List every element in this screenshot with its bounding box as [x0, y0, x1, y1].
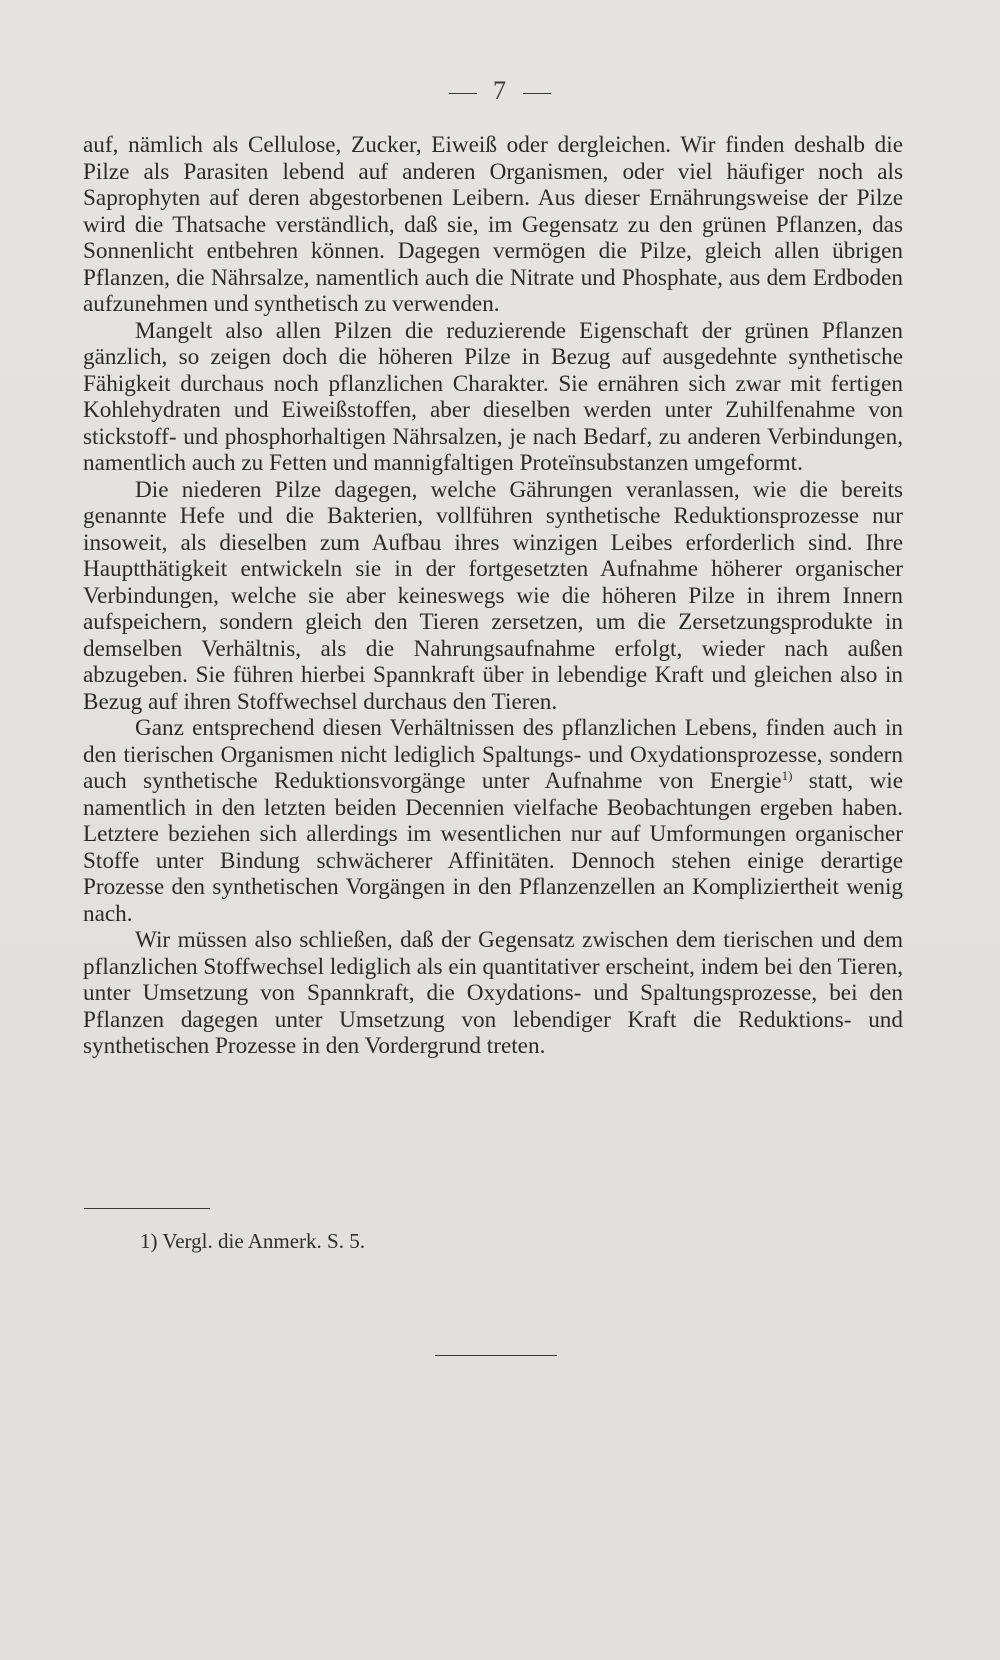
footnote-reference[interactable]: 1): [781, 768, 793, 783]
footnote-marker: 1): [140, 1229, 158, 1253]
page-end-rule: [435, 1355, 557, 1356]
paragraph-4-text-start: Ganz entsprechend diesen Verhältnissen des pflanzlichen Lebens, finden auch in den tierischen Organismen nicht lediglich Spaltungs- und Oxydationsprozesse, sondern auch synthetische Reduktionsvorgänge unter Aufnahme von Energie: [83, 715, 903, 794]
paragraph-4-text-end: statt, wie namentlich in den letzten beiden Decennien vielfache Beobachtungen ergeben haben. Letztere beziehen sich allerdings im wesentlichen nur auf Umformungen organischer Stoffe unter Bindung schwächerer Affinitäten. Dennoch stehen einige derartige Prozesse den synthetischen Vorgängen in den Pflanzenzellen an Kompliziertheit wenig nach.: [83, 768, 904, 927]
page-number-value: 7: [493, 76, 507, 105]
footnote-divider: [84, 1208, 210, 1209]
paragraph-2: Mangelt also allen Pilzen die reduzierende Eigenschaft der grünen Pflanzen gänzlich, so zeigen doch die höheren Pilze in Bezug auf ausgedehnte synthetische Fähigkeit durchaus noch pflanzlichen Charakter. Sie ernähren sich zwar mit fertigen Kohlehydraten und Eiweißstoffen, aber dieselben werden unter Zuhilfenahme von stickstoff- und phosphorhaltigen Nährsalzen, je nach Bedarf, zu anderen Verbindungen, namentlich auch zu Fetten und mannigfaltigen Proteïnsubstanzen umgeformt.: [83, 317, 903, 476]
page-number: [0, 76, 1000, 106]
footnote: [140, 1228, 365, 1254]
paragraph-4: [83, 715, 903, 927]
page-number-dash-left: [449, 93, 477, 94]
page-number-dash-right: [523, 93, 551, 94]
body-text: [83, 132, 903, 1060]
footnote-text: Vergl. die Anmerk. S. 5.: [162, 1229, 365, 1253]
paragraph-3: Die niederen Pilze dagegen, welche Gährungen veranlassen, wie die bereits genannte Hefe und die Bakterien, vollführen synthetische Reduktionsprozesse nur insoweit, als dieselben zum Aufbau ihres winzigen Leibes erforderlich sind. Ihre Hauptthätigkeit entwickeln sie in der fortgesetzten Aufnahme höherer organischer Verbindungen, welche sie aber keineswegs wie die höheren Pilze in ihrem Innern aufspeichern, sondern gleich den Tieren zersetzen, um die Zersetzungsprodukte in demselben Verhältnis, als die Nahrungsaufnahme erfolgt, wieder nach außen abzugeben. Sie führen hierbei Spannkraft über in lebendige Kraft und gleichen also in Bezug auf ihren Stoffwechsel durchaus den Tieren.: [83, 476, 903, 715]
paragraph-5: Wir müssen also schließen, daß der Gegensatz zwischen dem tierischen und dem pflanzlichen Stoffwechsel lediglich als ein quantitativer erscheint, indem bei den Tieren, unter Umsetzung von Spannkraft, die Oxydations- und Spaltungsprozesse, bei den Pflanzen dagegen unter Umsetzung von lebendiger Kraft die Reduktions- und synthetischen Prozesse in den Vordergrund treten.: [83, 927, 903, 1059]
paragraph-1: auf, nämlich als Cellulose, Zucker, Eiweiß oder dergleichen. Wir finden deshalb die Pilze als Parasiten lebend auf anderen Organismen, oder viel häufiger noch als Saprophyten auf deren abgestorbenen Leibern. Aus dieser Ernährungsweise der Pilze wird die Thatsache verständlich, daß sie, im Gegensatz zu den grünen Pflanzen, das Sonnenlicht entbehren können. Dagegen vermögen die Pilze, gleich allen übrigen Pflanzen, die Nährsalze, namentlich auch die Nitrate und Phosphate, aus dem Erdboden aufzunehmen und synthetisch zu verwenden.: [83, 132, 903, 317]
